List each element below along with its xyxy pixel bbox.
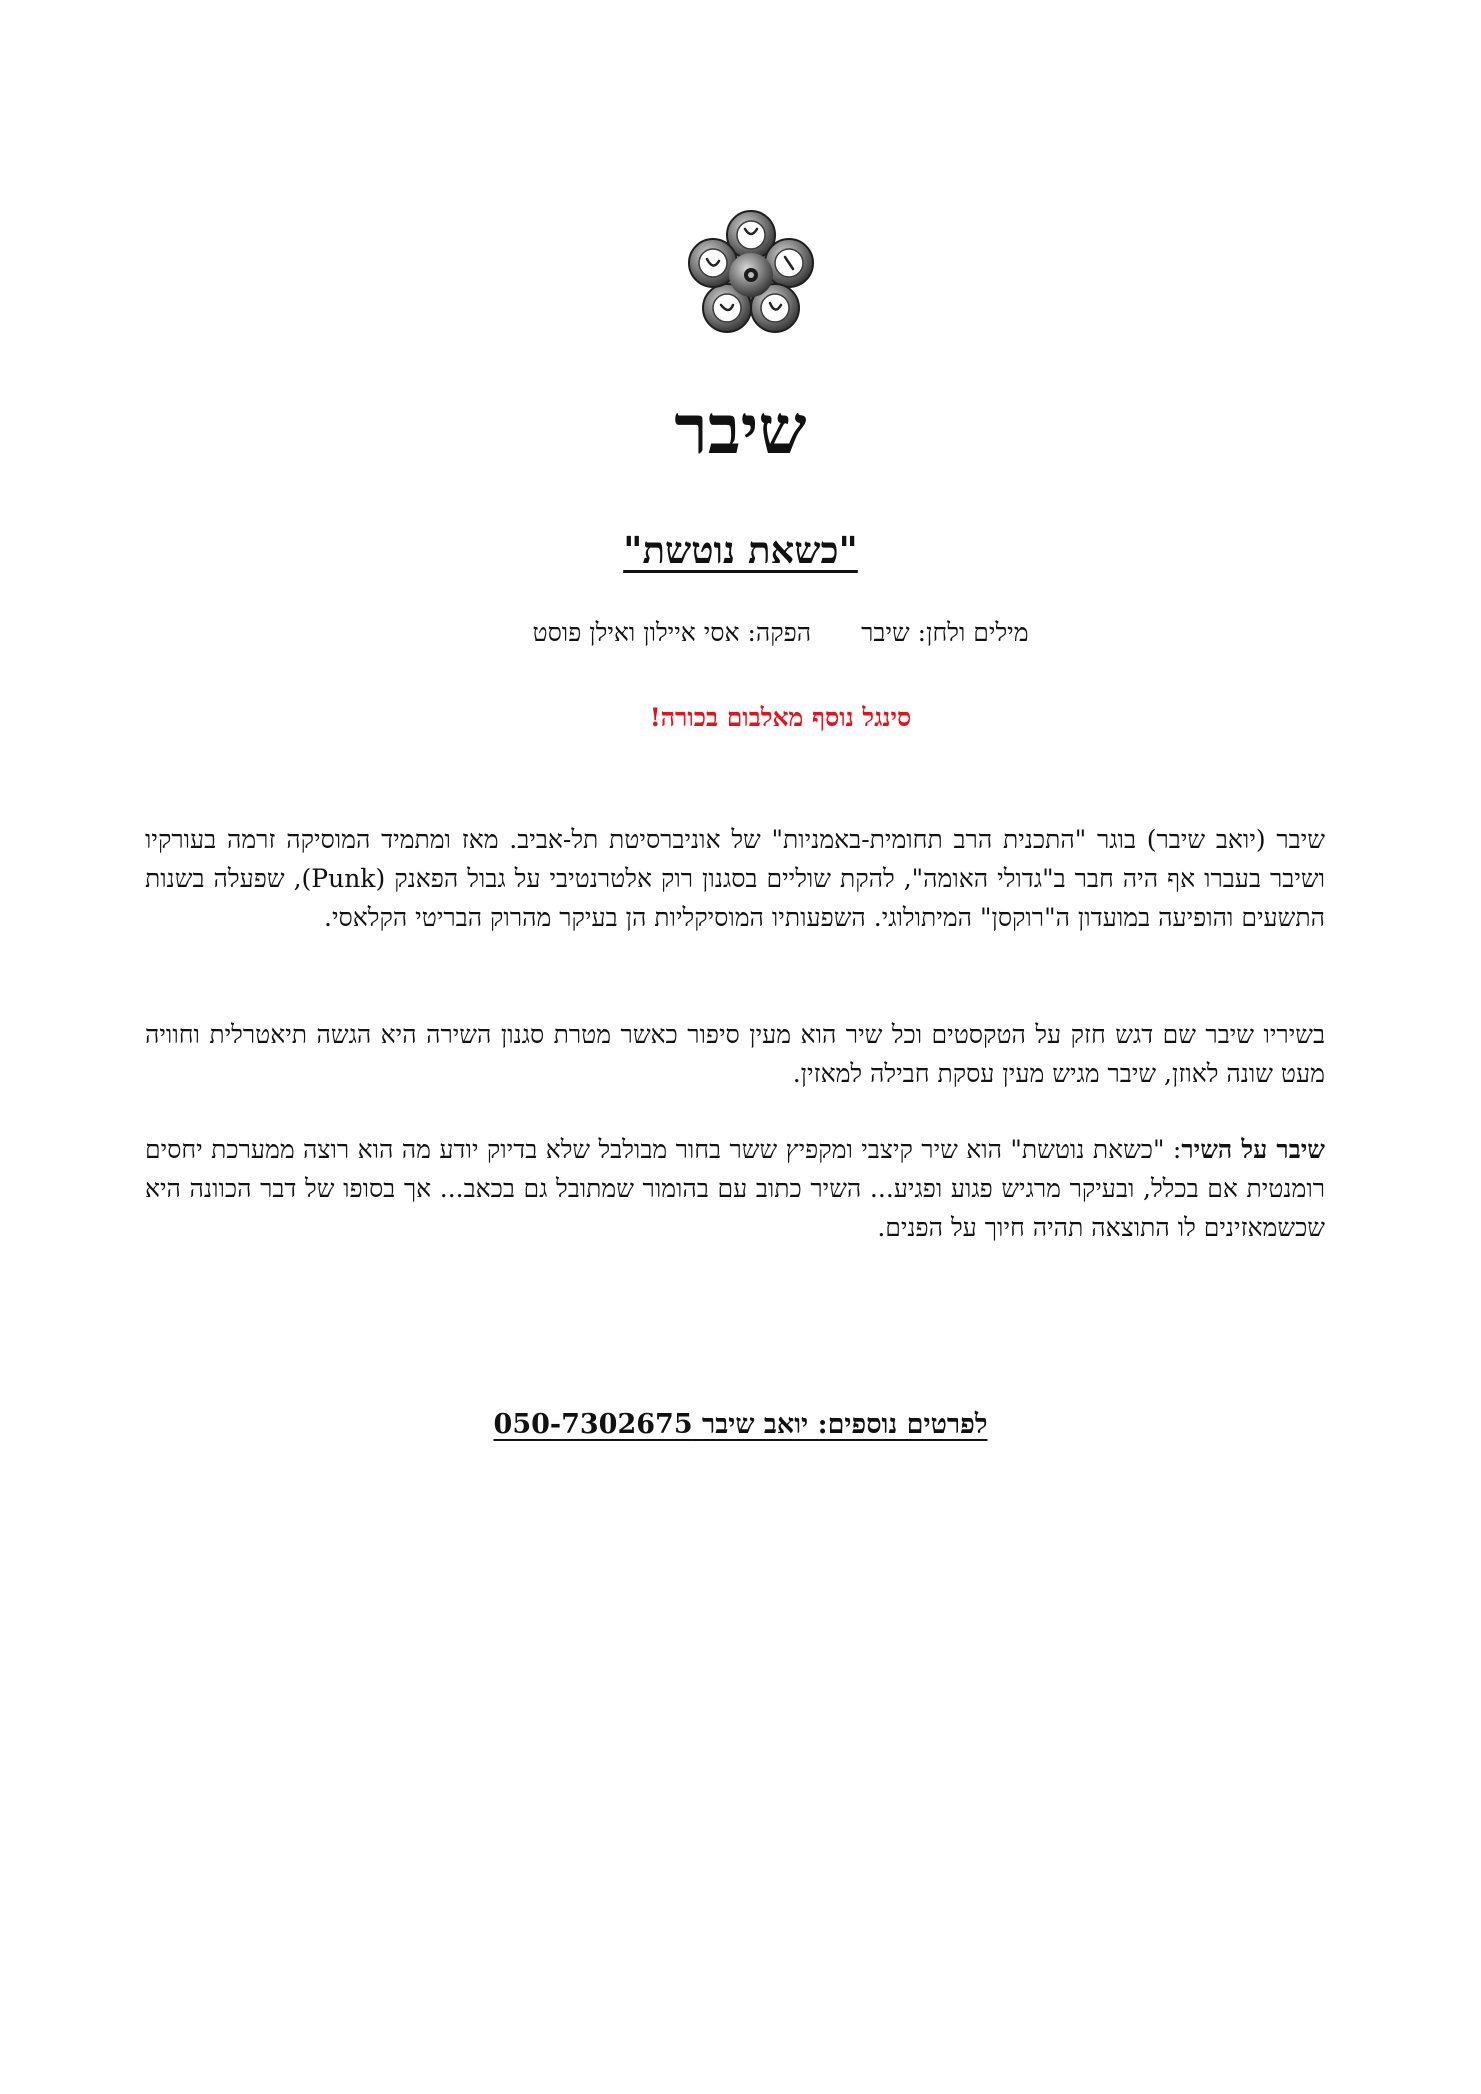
song-title — [0, 525, 1481, 575]
single-announcement: סינגל נוסף מאלבום בכורה! — [649, 703, 912, 732]
contact-line: לפרטים נוספים: יואב שיבר 050-7302675 — [493, 1409, 988, 1440]
song-title-text: "כשאת נוטשת" — [623, 528, 858, 572]
production-credit: הפקה: אסי איילון ואילן פוסט — [532, 618, 812, 647]
credits-line — [0, 615, 1481, 651]
lyrics-music-credit: מילים ולחן: שיבר — [861, 618, 1029, 647]
page-title: שיבר — [674, 390, 807, 470]
about-song-paragraph — [145, 1130, 1325, 1247]
about-song-label: שיבר על השיר — [1181, 1135, 1326, 1164]
style-paragraph: בשיריו שיבר שם דגש חזק על הטקסטים וכל שיר הוא מעין סיפור כאשר מטרת סגנון השירה היא הגשה תיאטרלית וחוויה מעט שונה לאוזן, שיבר מגיש מעין עסקת חבילה למאזין. — [145, 1020, 1325, 1088]
bio-paragraph: שיבר (יואב שיבר) בוגר "התכנית הרב תחומית-באמניות" של אוניברסיטת תל-אביב. מאז ומתמיד המוסיקה זרמה בעורקיו ושיבר בעברו אף היה חבר ב"גדולי האומה", להקת שוליים בסגנון רוק אלטרנטיבי על גבול הפאנק (Punk), שפעלה בשנות התשעים והופיעה במועדון ה"רוקסן" המיתולוגי. השפעותיו המוסיקליות הן בעיקר מהרוק הבריטי הקלאסי. — [145, 825, 1325, 932]
flower-reel-logo-icon — [681, 205, 821, 345]
about-song-text: : "כשאת נוטשת" הוא שיר קיצבי ומקפיץ ששר בחור מבולבל שלא בדיוק יודע מה הוא רוצה ממערכת יחסים רומנטית אם בכלל, ובעיקר מרגיש פגוע ופגיע... השיר כתוב עם בהומור שמתובל גם בכאב... אך בסופו של דבר הכוונה היא שכשמאזינים לו התוצאה תהיה חיוך על הפנים. — [145, 1135, 1325, 1242]
